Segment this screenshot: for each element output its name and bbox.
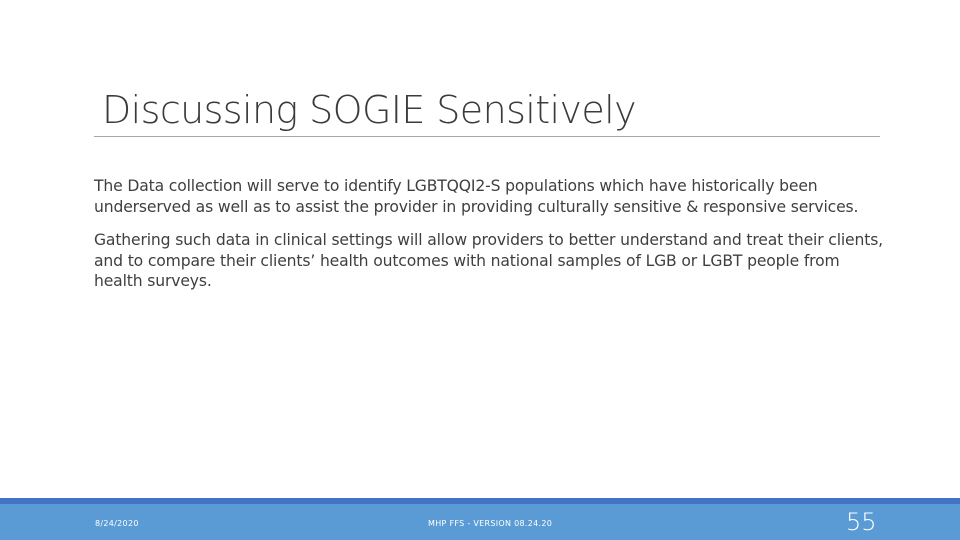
slide-number: 55 — [846, 508, 877, 536]
slide-body — [94, 176, 884, 305]
footer-version: MHP FFS - VERSION 08.24.20 — [428, 519, 553, 528]
body-paragraph-1: The Data collection will serve to identify LGBTQQI2-S populations which have historically been underserved as well as to assist the provider in providing culturally sensitive & responsive services. — [94, 177, 859, 216]
body-paragraph-2: Gathering such data in clinical settings will allow providers to better understand and treat their clients, and to compare their clients’ health outcomes with national samples of LGB or LGBT people from health surveys. — [94, 231, 883, 290]
title-divider — [94, 136, 880, 137]
slide-title: Discussing SOGIE Sensitively — [102, 88, 636, 132]
footer-date: 8/24/2020 — [95, 519, 139, 528]
